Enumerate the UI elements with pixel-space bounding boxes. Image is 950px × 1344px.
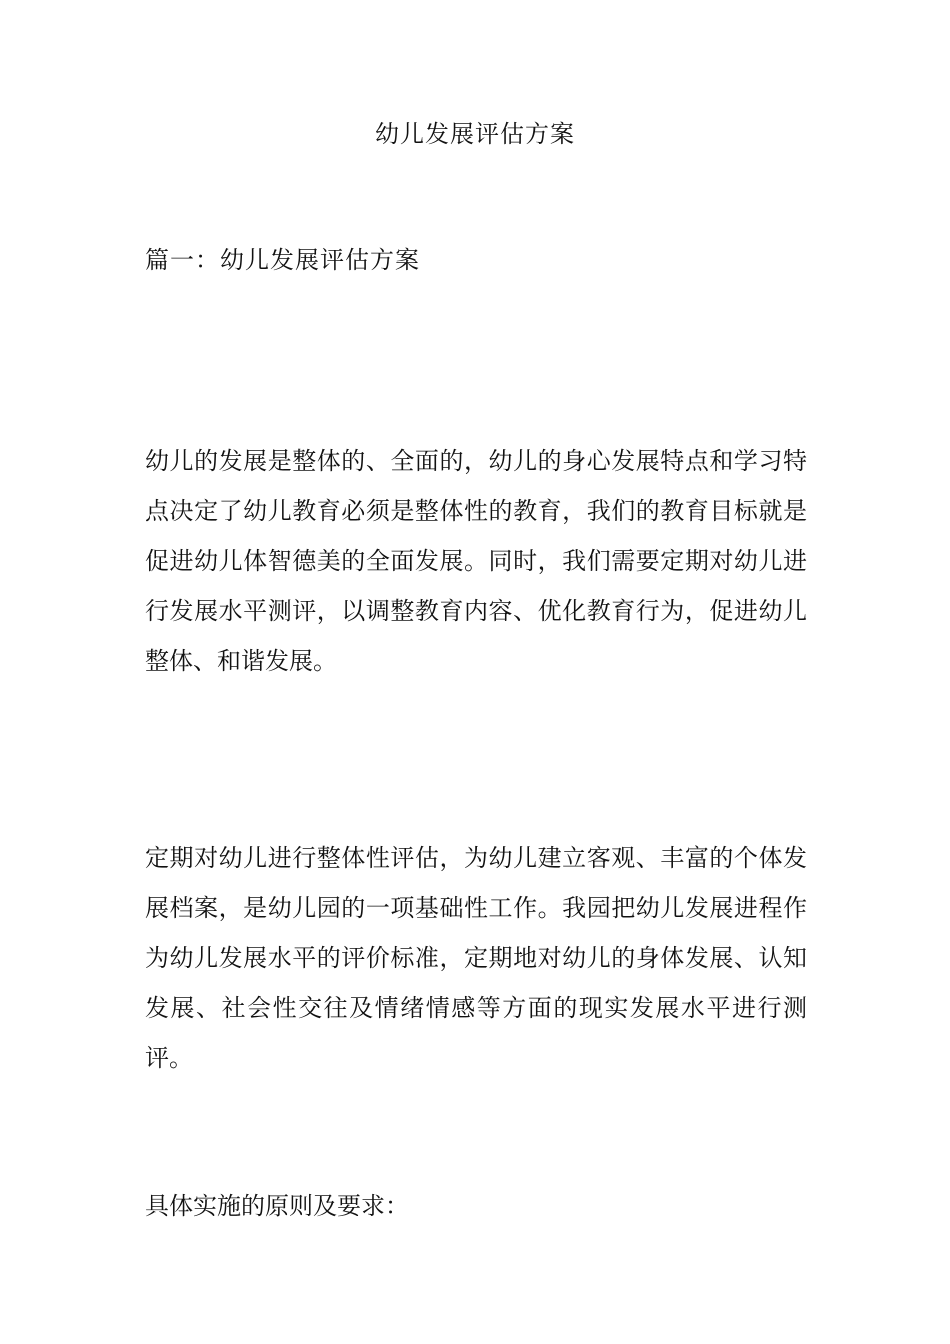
document-title: 幼儿发展评估方案 (375, 120, 575, 148)
paragraph-principles-heading: 具体实施的原则及要求： (145, 1192, 409, 1220)
paragraph-intro: 幼儿的发展是整体的、全面的，幼儿的身心发展特点和学习特点决定了幼儿教育必须是整体性的教育，我们的教育目标就是促进幼儿体智德美的全面发展。同时，我们需要定期对幼儿进行发展水平测评，以调整教育内容、优化教育行为，促进幼儿整体、和谐发展。 (145, 447, 807, 675)
document-subtitle: 篇一：幼儿发展评估方案 (145, 246, 420, 274)
paragraph-assessment: 定期对幼儿进行整体性评估，为幼儿建立客观、丰富的个体发展档案，是幼儿园的一项基础性工作。我园把幼儿发展进程作为幼儿发展水平的评价标准，定期地对幼儿的身体发展、认知发展、社会性交往及情绪情感等方面的现实发展水平进行测评。 (145, 844, 807, 1072)
